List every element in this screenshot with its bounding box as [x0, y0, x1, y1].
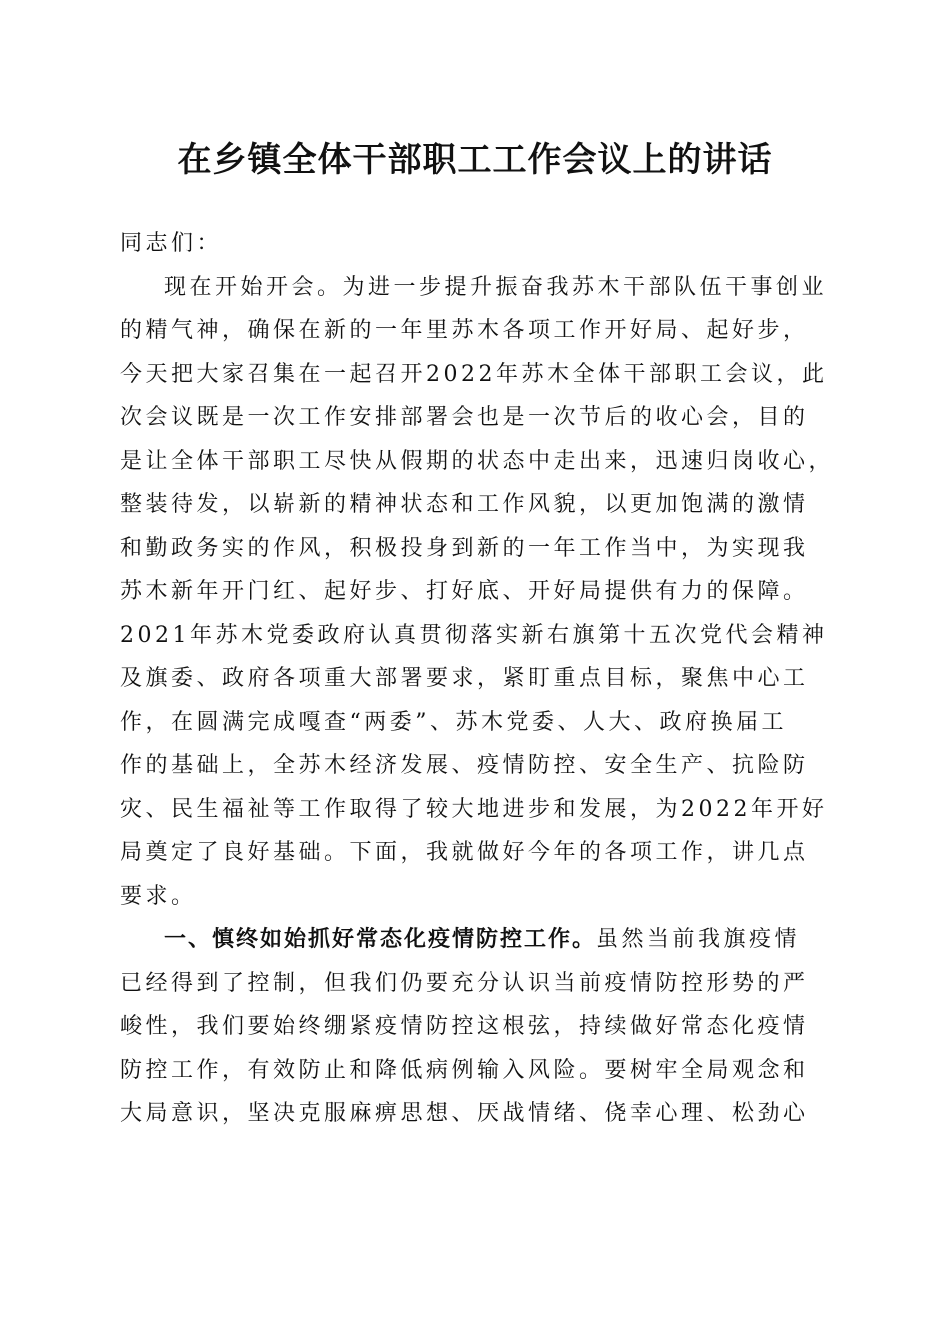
salutation: 同志们：	[120, 231, 223, 256]
document-title: 在乡镇全体干部职工工作会议上的讲话	[177, 140, 773, 180]
paragraph-line: 今天把大家召集在一起召开2022年苏木全体干部职工会议，此	[120, 361, 828, 387]
document-body	[120, 222, 835, 1136]
paragraph-line: 作，在圆满完成嘎查“两委”、苏木党委、人大、政府换届工	[120, 709, 787, 735]
section-first-line	[120, 918, 832, 962]
section-first-line-text: 虽然当前我旗疫情	[596, 927, 801, 952]
paragraph-line: 是让全体干部职工尽快从假期的状态中走出来，迅速归岗收心，	[120, 448, 835, 474]
paragraph-line: 局奠定了良好基础。下面，我就做好今年的各项工作，讲几点	[120, 840, 809, 865]
paragraph-line: 的精气神，确保在新的一年里苏木各项工作开好局、起好步，	[120, 318, 809, 343]
paragraph-line: 苏木新年开门红、起好步、打好底、开好局提供有力的保障。	[120, 579, 809, 604]
paragraph-line: 及旗委、政府各项重大部署要求，紧盯重点目标，聚焦中心工	[120, 666, 809, 691]
paragraph-line: 整装待发，以崭新的精神状态和工作风貌，以更加饱满的激情	[120, 492, 809, 517]
paragraph-line: 和勤政务实的作风，积极投身到新的一年工作当中，为实现我	[120, 535, 809, 561]
paragraph-line: 作的基础上，全苏木经济发展、疫情防控、安全生产、抗险防	[120, 753, 809, 778]
section-line: 防控工作，有效防止和降低病例输入风险。要树牢全局观念和	[120, 1057, 809, 1083]
paragraph-line: 灾、民生福祉等工作取得了较大地进步和发展，为2022年开好	[120, 796, 828, 822]
section-line: 峻性，我们要始终绷紧疫情防控这根弦，持续做好常态化疫情	[120, 1014, 809, 1039]
paragraph-line: 次会议既是一次工作安排部署会也是一次节后的收心会，目的	[120, 405, 809, 430]
paragraph-line: 2021年苏木党委政府认真贯彻落实新右旗第十五次党代会精神	[120, 622, 828, 648]
paragraph-line: 要求。	[120, 883, 197, 909]
section-heading: 一、慎终如始抓好常态化疫情防控工作。	[164, 927, 597, 952]
section-line: 已经得到了控制，但我们仍要充分认识当前疫情防控形势的严	[120, 970, 809, 996]
section-line: 大局意识，坚决克服麻痹思想、厌战情绪、侥幸心理、松劲心	[120, 1101, 809, 1126]
paragraph-line: 现在开始开会。为进一步提升振奋我苏木干部队伍干事创业	[164, 274, 828, 300]
